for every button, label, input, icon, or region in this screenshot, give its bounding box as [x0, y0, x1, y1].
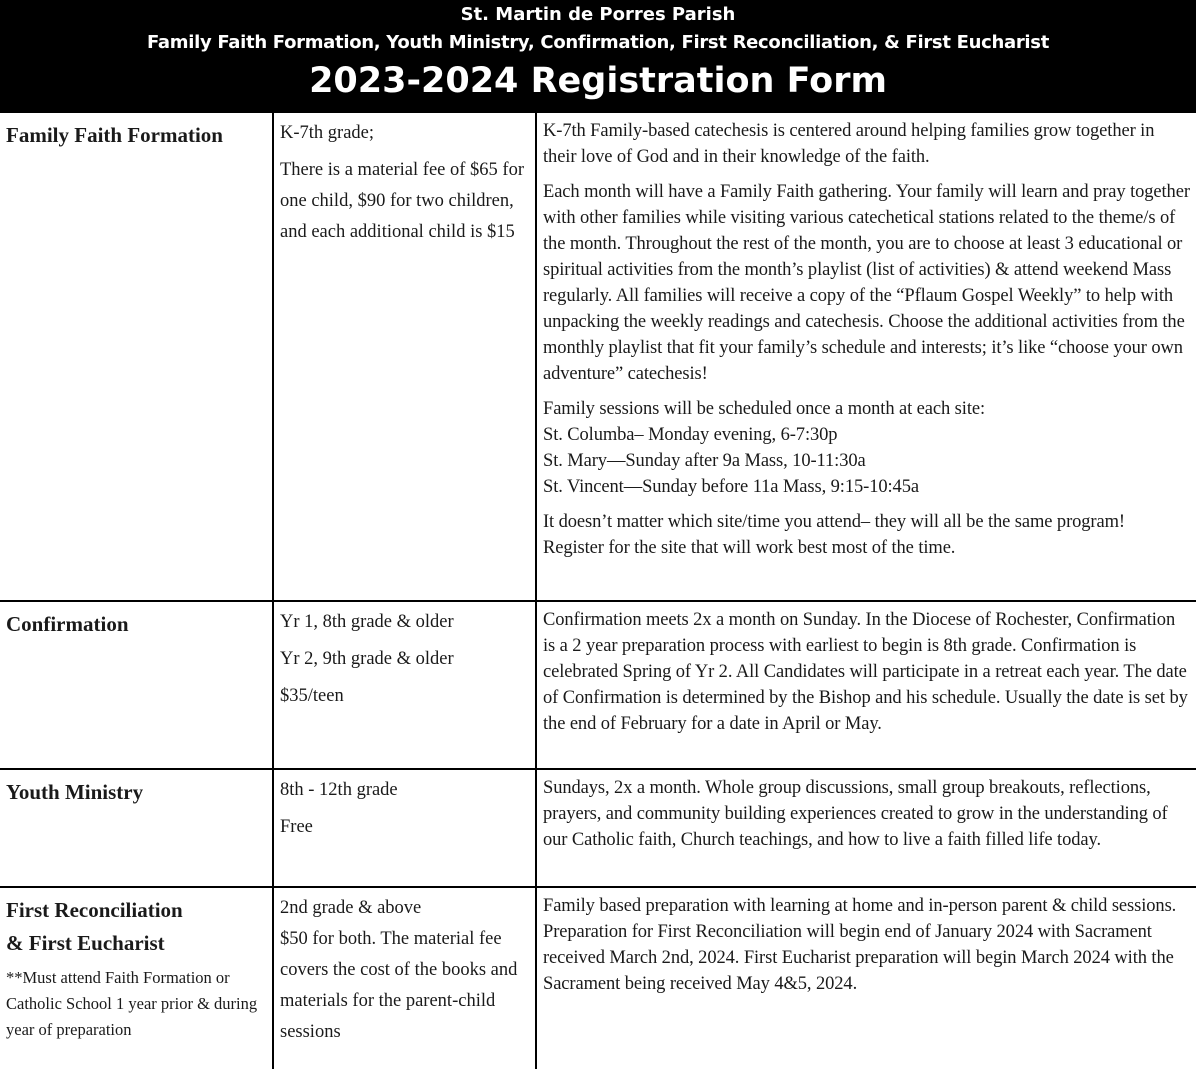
table-row	[0, 601, 1196, 769]
program-cell	[0, 769, 273, 887]
fee: $35/teen	[280, 686, 344, 706]
grade-year-2: Yr 2, 9th grade & older	[280, 649, 454, 669]
description-paragraph: K-7th Family-based catechesis is centered around helping families grow together in their love of God and in their knowledge of the faith.	[543, 121, 1155, 167]
program-cell	[0, 113, 273, 601]
site-st-mary: St. Mary—Sunday after 9a Mass, 10-11:30a	[543, 451, 866, 471]
fee: Free	[280, 817, 313, 837]
program-cell	[0, 887, 273, 1069]
description-paragraph: It doesn’t matter which site/time you attend– they will all be the same program! Register for the site that will work best most of the time.	[543, 512, 1125, 558]
form-title: 2023-2024 Registration Form	[309, 61, 887, 101]
material-fee: $50 for both. The material fee covers the cost of the books and materials for the parent-child sessions	[280, 929, 518, 1042]
grade-range: 2nd grade & above	[280, 898, 422, 918]
program-name-confirmation: Confirmation	[6, 612, 129, 636]
grade-fee-cell	[273, 601, 536, 769]
prerequisite-note: **Must attend Faith Formation or Catholic School 1 year prior & during year of preparation	[6, 968, 258, 1039]
site-st-vincent: St. Vincent—Sunday before 11a Mass, 9:15-10:45a	[543, 477, 919, 497]
grade-fee-cell	[273, 769, 536, 887]
program-name-family-faith-formation: Family Faith Formation	[6, 123, 223, 147]
grade-range: 8th - 12th grade	[280, 780, 398, 800]
description-cell	[536, 769, 1196, 887]
description-paragraph: Family based preparation with learning at home and in-person parent & child sessions. Preparation for First Reconciliation will begin end of January 2024 with Sacrament received March 2nd, 2024. First Eucharist preparation will begin March 2024 with the Sacrament being received May 4&5, 2024.	[543, 896, 1177, 994]
table-row	[0, 769, 1196, 887]
description-cell	[536, 887, 1196, 1069]
parish-name: St. Martin de Porres Parish	[460, 4, 736, 25]
description-cell	[536, 601, 1196, 769]
site-st-columba: St. Columba– Monday evening, 6-7:30p	[543, 425, 838, 445]
table-row	[0, 113, 1196, 601]
program-name-first-reconciliation: First Reconciliation	[6, 898, 183, 922]
description-paragraph: Each month will have a Family Faith gathering. Your family will learn and pray together with other families while visiting various catechetical stations related to the theme/s of the month. Throughout the rest of the month, you are to choose at least 3 educational or spiritual activities from the month’s playlist (list of activities) & attend weekend Mass regularly. All families will receive a copy of the “Pflaum Gospel Weekly” to help with unpacking the weekly readings and catechesis. Choose the additional activities from the monthly playlist that fit your family’s schedule and interests; it’s like “choose your own adventure” catechesis!	[543, 182, 1190, 384]
program-cell	[0, 601, 273, 769]
description-paragraph: Confirmation meets 2x a month on Sunday. In the Diocese of Rochester, Confirmation is a 2 year preparation process with earliest to begin is 8th grade. Confirmation is celebrated Spring of Yr 2. All Candidates will participate in a retreat each year. The date of Confirmation is determined by the Bishop and his schedule. Usually the date is set by the end of February for a date in April or May.	[543, 610, 1188, 734]
session-schedule	[543, 396, 1190, 500]
form-header	[0, 0, 1196, 113]
grade-year-1: Yr 1, 8th grade & older	[280, 612, 454, 632]
table-row	[0, 887, 1196, 1069]
material-fee: There is a material fee of $65 for one child, $90 for two children, and each additional child is $15	[280, 160, 524, 242]
program-list: Family Faith Formation, Youth Ministry, Confirmation, First Reconciliation, & First Eucharist	[146, 32, 1049, 53]
description-paragraph: Sundays, 2x a month. Whole group discussions, small group breakouts, reflections, prayers, and community building experiences created to grow in the understanding of our Catholic faith, Church teachings, and how to live a faith filled life today.	[543, 778, 1168, 850]
grade-fee-cell	[273, 113, 536, 601]
program-name-youth-ministry: Youth Ministry	[6, 780, 144, 804]
grade-fee-cell	[273, 887, 536, 1069]
program-name-first-eucharist: & First Eucharist	[6, 931, 165, 955]
description-cell	[536, 113, 1196, 601]
registration-table	[0, 113, 1196, 1069]
grade-range: K-7th grade;	[280, 123, 375, 143]
session-schedule-intro: Family sessions will be scheduled once a month at each site:	[543, 399, 986, 419]
